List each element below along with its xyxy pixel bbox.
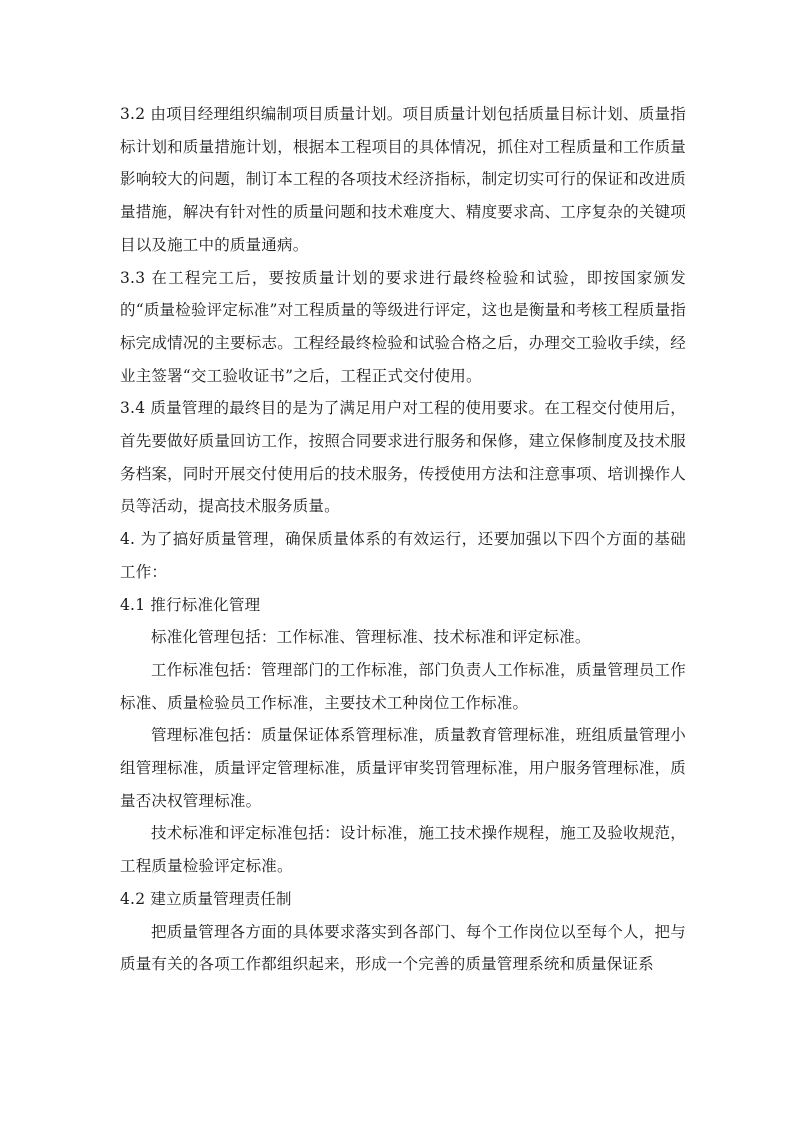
heading-4-2: 4.2 建立质量管理责任制 [120,889,292,908]
paragraph-4-1-b: 工作标准包括：管理部门的工作标准，部门负责人工作标准，质量管理员工作标准、质量检验员工作标准，主要技术工种岗位工作标准。 [120,660,686,712]
paragraph-3-2: 3.2 由项目经理组织编制项目质量计划。项目质量计划包括质量目标计划、质量指标计划和质量措施计划，根据本工程项目的具体情况，抓住对工程质量和工作质量影响较大的问题，制订本工程的各项技术经济指标，制定切实可行的保证和改进质量措施，解决有针对性的质量问题和技术难度大、精度要求高、工序复杂的关键项目以及施工中的质量通病。 [120,105,686,254]
paragraph-4-2-a: 把质量管理各方面的具体要求落实到各部门、每个工作岗位以至每个人，把与质量有关的各项工作都组织起来，形成一个完善的质量管理系统和质量保证系 [120,922,686,974]
paragraph-4-1-c: 管理标准包括：质量保证体系管理标准，质量教育管理标准，班组质量管理小组管理标准，质量评定管理标准，质量评审奖罚管理标准，用户服务管理标准，质量否决权管理标准。 [120,726,686,810]
paragraph-4-1-d: 技术标准和评定标准包括：设计标准，施工技术操作规程，施工及验收规范，工程质量检验评定标准。 [120,824,686,876]
paragraph-3-4: 3.4 质量管理的最终目的是为了满足用户对工程的使用要求。在工程交付使用后，首先要做好质量回访工作，按照合同要求进行服务和保修，建立保修制度及技术服务档案，同时开展交付使用后的技术服务，传授使用方法和注意事项、培训操作人员等活动，提高技术服务质量。 [120,399,686,516]
paragraph-3-3: 3.3 在工程完工后，要按质量计划的要求进行最终检验和试验，即按国家颁发的“质量检验评定标准”对工程质量的等级进行评定，这也是衡量和考核工程质量指标完成情况的主要标志。工程经最终检验和试验合格之后，办理交工验收手续，经业主签署“交工验收证书”之后，工程正式交付使用。 [120,268,686,385]
heading-4-1: 4.1 推行标准化管理 [120,595,261,614]
paragraph-4: 4. 为了搞好质量管理，确保质量体系的有效运行，还要加强以下四个方面的基础工作： [120,530,686,581]
paragraph-4-1-a: 标准化管理包括：工作标准、管理标准、技术标准和评定标准。 [151,628,591,647]
document-page [120,98,686,981]
